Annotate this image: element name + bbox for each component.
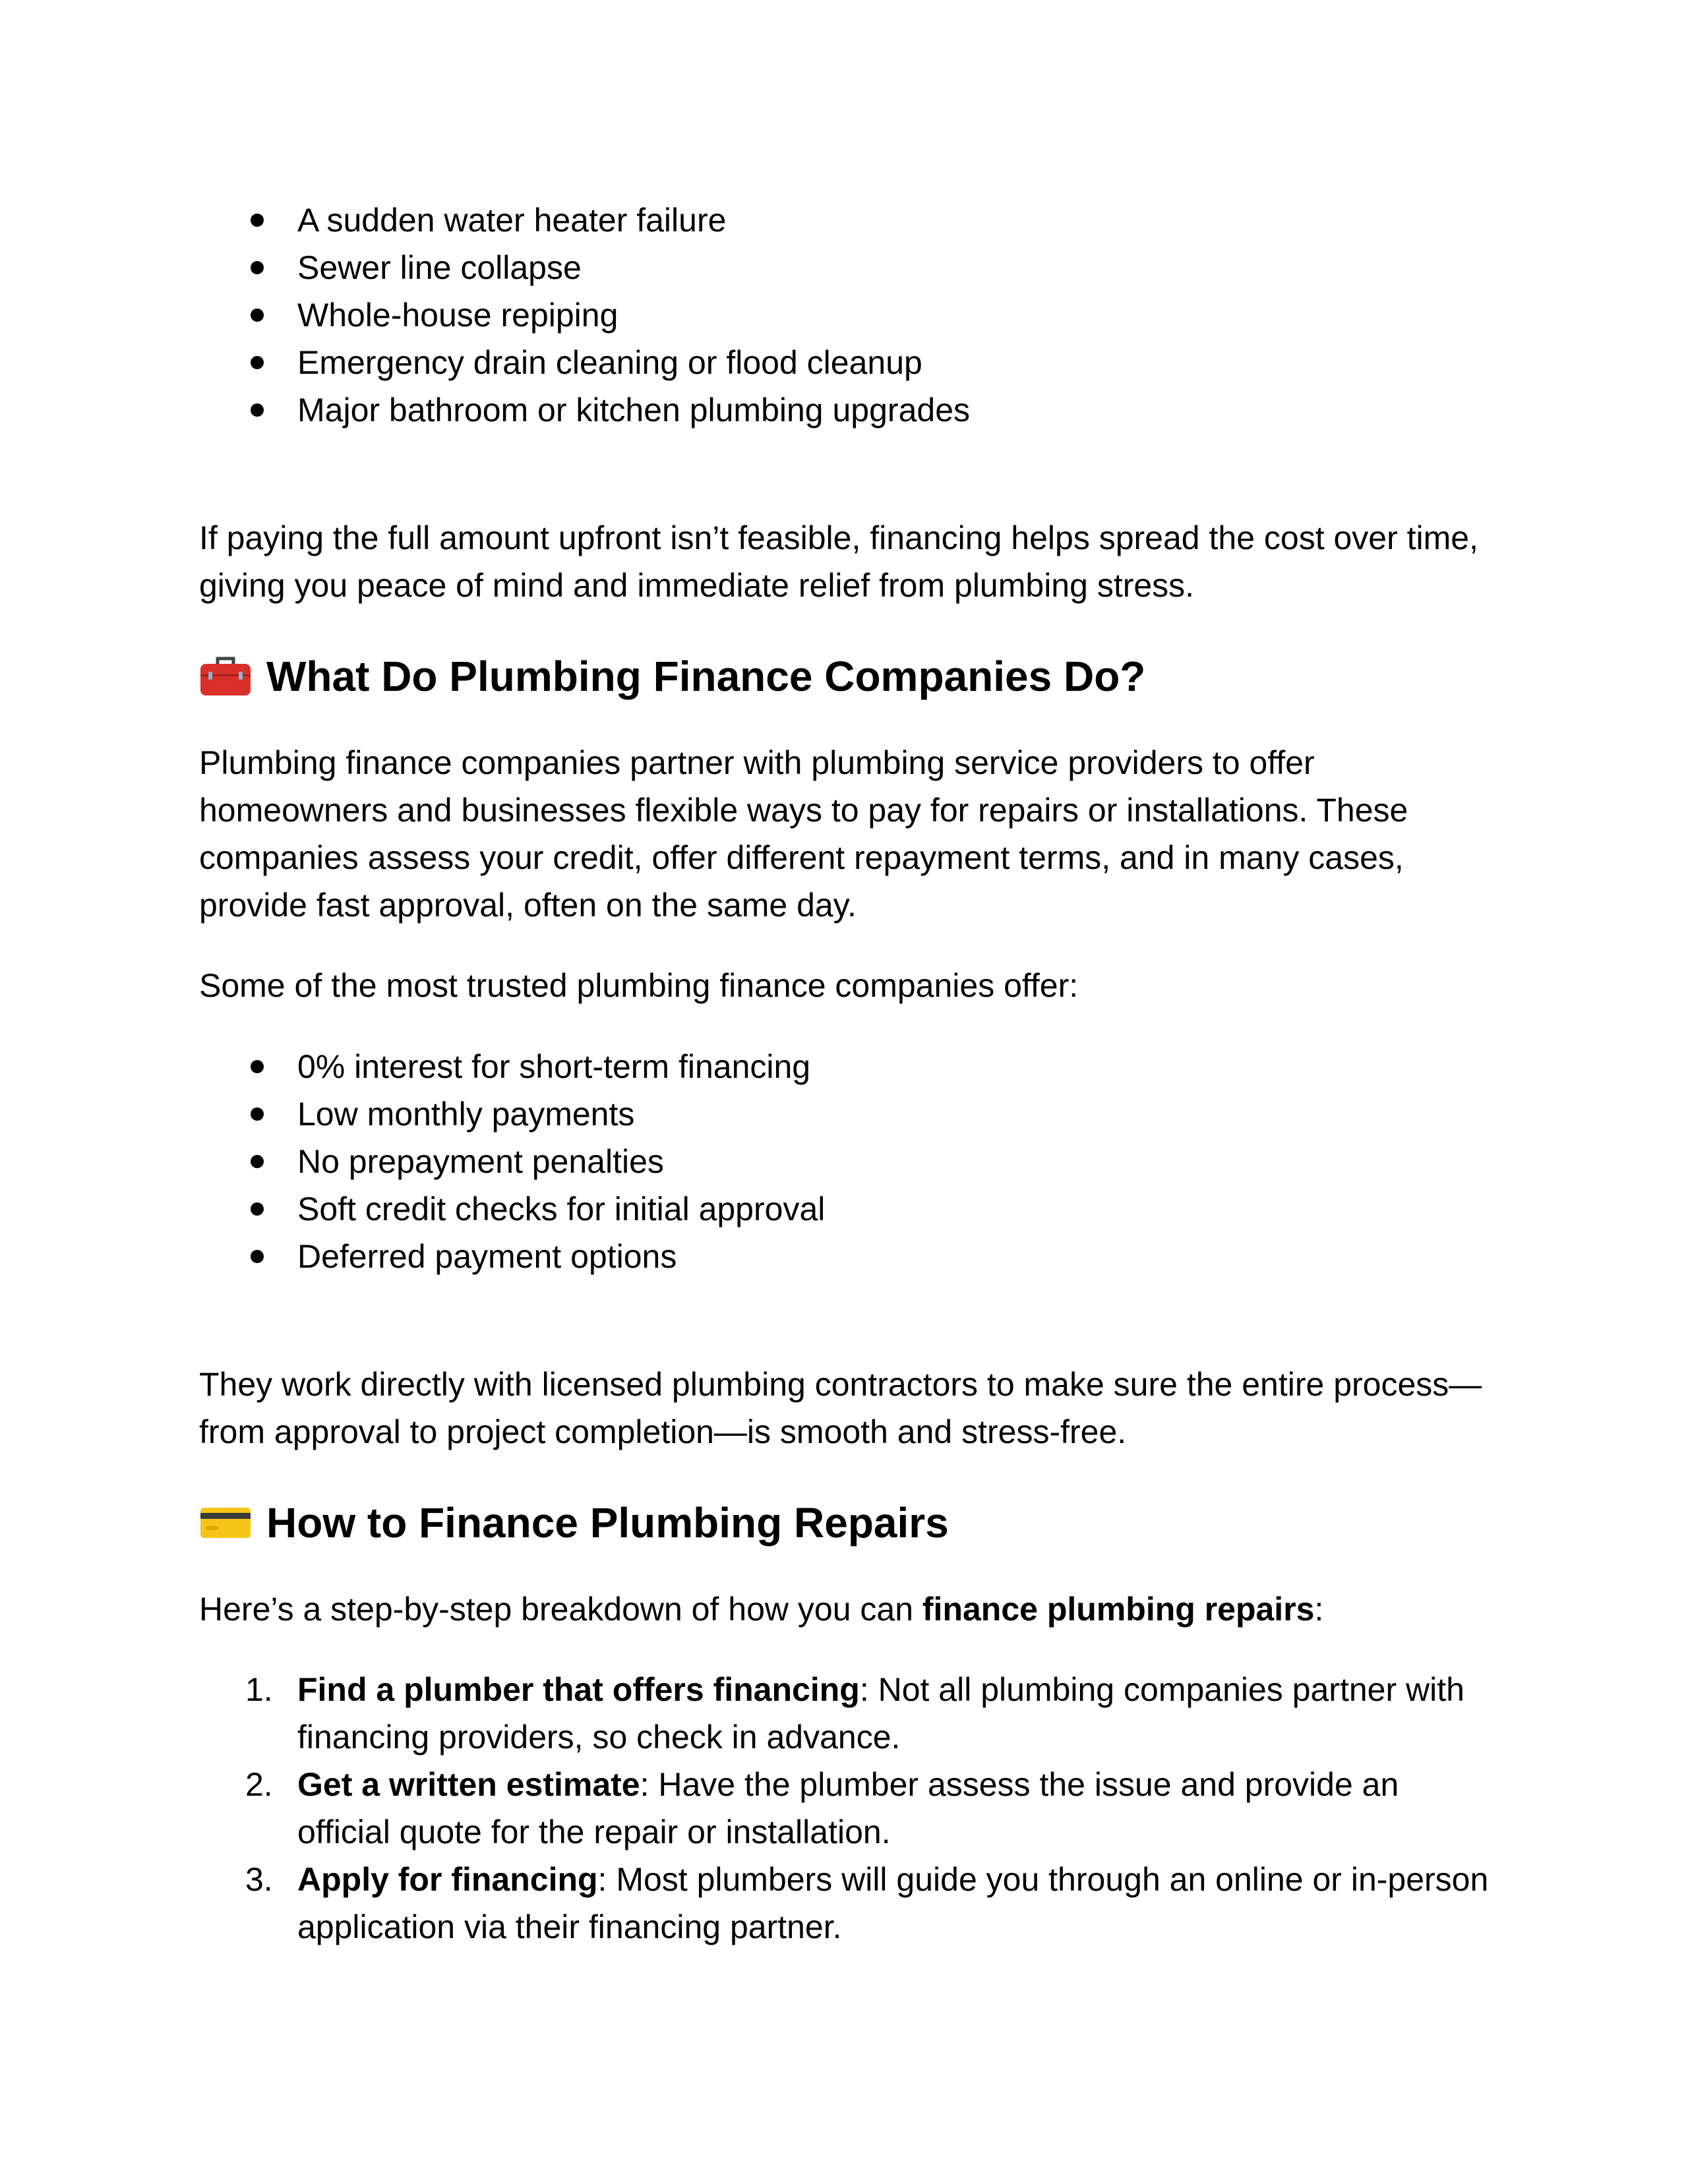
- list-item: [199, 196, 1492, 244]
- step-title: Get a written estimate: [297, 1766, 640, 1803]
- bullet-icon: [251, 1107, 264, 1121]
- bullet-icon: [251, 214, 264, 227]
- list-item-text: A sudden water heater failure: [297, 202, 727, 239]
- toolbox-icon: [199, 655, 252, 697]
- list-item: [199, 1090, 1492, 1138]
- paragraph-contractors: [199, 1361, 1492, 1456]
- step-number: 2.: [245, 1766, 273, 1803]
- step-title: Apply for financing: [297, 1861, 598, 1898]
- list-item: [199, 1185, 1492, 1233]
- step-text: : Not all plumbing companies partner with financing providers, so check in advance.: [297, 1671, 1464, 1756]
- text: Here’s a step-by-step breakdown of how you can: [199, 1591, 922, 1628]
- list-item: [199, 386, 1492, 434]
- step-text: : Have the plumber assess the issue and provide an official quote for the repair or installation.: [297, 1766, 1399, 1850]
- step-item: [199, 1761, 1492, 1856]
- paragraph-text: [199, 1585, 1492, 1633]
- financing-steps-list: [199, 1666, 1492, 1951]
- list-item-text: Major bathroom or kitchen plumbing upgrades: [297, 392, 970, 428]
- step-number: 1.: [245, 1671, 273, 1708]
- paragraph-text: Plumbing finance companies partner with plumbing service providers to offer homeowners and businesses flexible ways to pay for repairs or installations. These companies assess your credit, offer different repayment terms, and in many cases, provide fast approval, often on the same day.: [199, 744, 1408, 924]
- list-item-text: Soft credit checks for initial approval: [297, 1191, 826, 1227]
- list-item-text: 0% interest for short-term financing: [297, 1048, 811, 1085]
- bullet-icon: [251, 356, 264, 369]
- heading-what-do-companies-do: [199, 650, 1145, 703]
- bullet-icon: [251, 261, 264, 274]
- bullet-icon: [251, 1155, 264, 1168]
- paragraph-trusted-offers: [199, 962, 1492, 1009]
- paragraph-text: Some of the most trusted plumbing finance companies offer:: [199, 967, 1079, 1004]
- step-number: 3.: [245, 1861, 273, 1898]
- list-item-text: Deferred payment options: [297, 1238, 677, 1275]
- list-item-text: Emergency drain cleaning or flood cleanup: [297, 344, 922, 381]
- list-item: [199, 244, 1492, 291]
- plumbing-emergencies-list: [199, 196, 1492, 434]
- paragraph-text: If paying the full amount upfront isn’t feasible, financing helps spread the cost over time, giving you peace of mind and immediate relief from plumbing stress.: [199, 519, 1478, 604]
- paragraph-text: They work directly with licensed plumbing contractors to make sure the entire process—from approval to project completion—is smooth and stress-free.: [199, 1366, 1482, 1450]
- list-item: [199, 1138, 1492, 1185]
- paragraph-financing-intro: [199, 514, 1492, 609]
- paragraph-companies-description: [199, 739, 1492, 929]
- credit-card-icon: [199, 1501, 252, 1543]
- list-item: [199, 291, 1492, 339]
- step-text: : Most plumbers will guide you through an online or in-person application via their financing partner.: [297, 1861, 1489, 1945]
- bullet-icon: [251, 309, 264, 322]
- list-item-text: Sewer line collapse: [297, 249, 582, 286]
- step-item: [199, 1666, 1492, 1761]
- paragraph-step-intro: [199, 1585, 1492, 1633]
- heading-text: How to Finance Plumbing Repairs: [266, 1499, 949, 1547]
- heading-how-to-finance: [199, 1496, 949, 1549]
- list-item: [199, 339, 1492, 386]
- step-item: [199, 1856, 1492, 1951]
- bold-text: finance plumbing repairs: [922, 1591, 1315, 1628]
- financing-offers-list: [199, 1043, 1492, 1280]
- bullet-icon: [251, 403, 264, 417]
- list-item: [199, 1233, 1492, 1280]
- heading-text: What Do Plumbing Finance Companies Do?: [266, 653, 1146, 700]
- bullet-icon: [251, 1202, 264, 1216]
- bullet-icon: [251, 1060, 264, 1073]
- list-item: [199, 1043, 1492, 1090]
- list-item-text: Low monthly payments: [297, 1096, 635, 1133]
- step-title: Find a plumber that offers financing: [297, 1671, 860, 1708]
- list-item-text: No prepayment penalties: [297, 1143, 664, 1180]
- text: :: [1314, 1591, 1324, 1628]
- bullet-icon: [251, 1250, 264, 1263]
- list-item-text: Whole-house repiping: [297, 297, 618, 334]
